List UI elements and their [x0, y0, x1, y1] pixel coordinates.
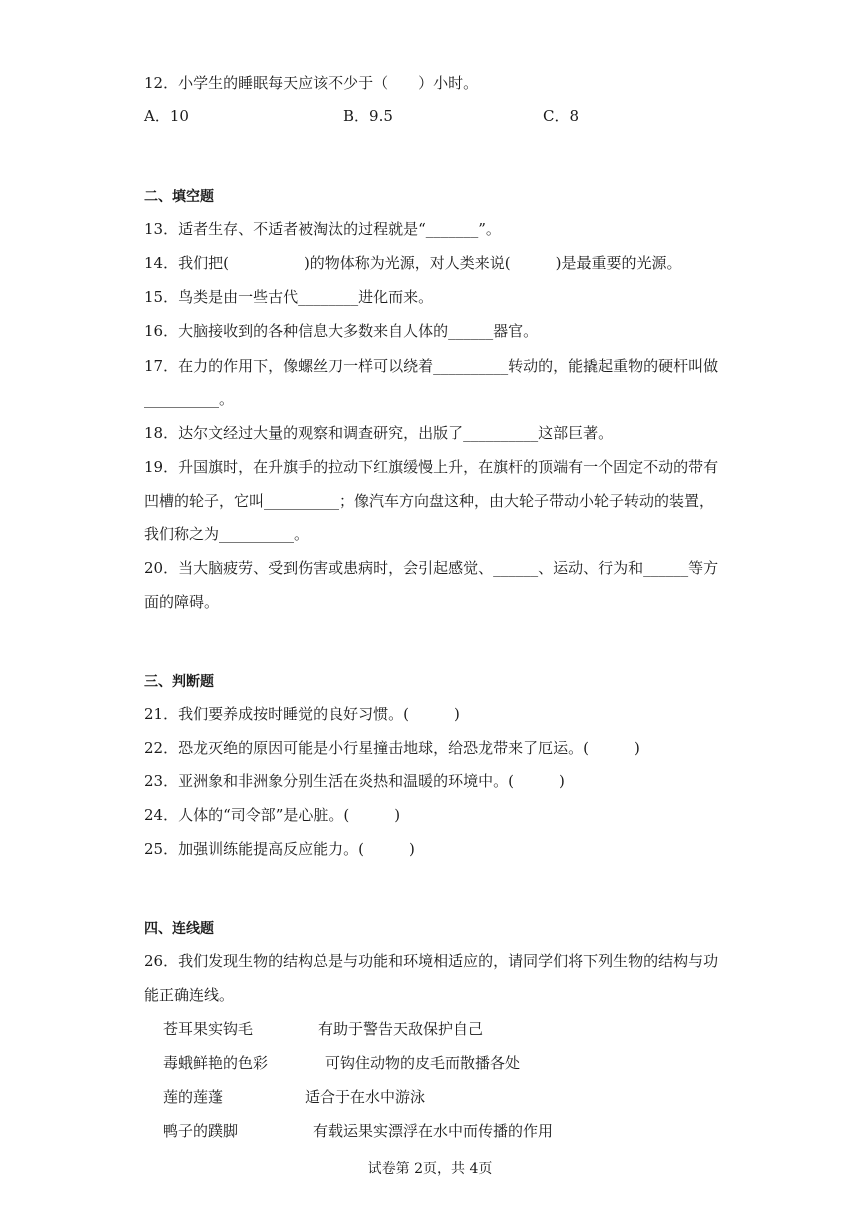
matching-left-item: 莲的莲蓬: [163, 1088, 224, 1106]
question-19-line1: 19．升国旗时，在升旗手的拉动下红旗缓慢上升，在旗杆的顶端有一个固定不动的带有: [144, 458, 719, 476]
section-fill-blank-heading: 二、填空题: [144, 189, 214, 205]
question-25: 25．加强训练能提高反应能力。( ): [144, 840, 415, 858]
question-20-line2: 面的障碍。: [144, 593, 220, 611]
matching-left-item: 苍耳果实钩毛: [163, 1020, 254, 1038]
question-23: 23．亚洲象和非洲象分别生活在炎热和温暖的环境中。( ): [144, 772, 565, 790]
matching-right-item: 适合于在水中游泳: [305, 1088, 426, 1106]
matching-right-item: 有载运果实漂浮在水中而传播的作用: [313, 1122, 554, 1140]
question-19-line2: 凹槽的轮子，它叫__________；像汽车方向盘这种，由大轮子带动小轮子转动的装置，: [144, 492, 715, 510]
question-12-option-a: A．10: [144, 107, 189, 125]
matching-right-item: 可钩住动物的皮毛而散播各处: [325, 1054, 521, 1072]
question-26-line2: 能正确连线。: [144, 986, 235, 1004]
question-22: 22．恐龙灭绝的原因可能是小行星撞击地球，给恐龙带来了厄运。( ): [144, 739, 640, 757]
question-13: 13．适者生存、不适者被淘汰的过程就是“_______”。: [144, 220, 501, 238]
question-16: 16．大脑接收到的各种信息大多数来自人体的______器官。: [144, 322, 539, 340]
section-matching-heading: 四、连线题: [144, 921, 214, 937]
question-21: 21．我们要养成按时睡觉的良好习惯。( ): [144, 705, 460, 723]
question-12-stem: 12．小学生的睡眠每天应该不少于（ ）小时。: [144, 74, 479, 92]
page-footer: 试卷第 2页，共 4页: [367, 1161, 493, 1177]
question-17-line1: 17．在力的作用下，像螺丝刀一样可以绕着__________转动的，能撬起重物的硬杆叫做: [144, 357, 719, 375]
matching-right-item: 有助于警告天敌保护自己: [318, 1020, 484, 1038]
question-20-line1: 20．当大脑疲劳、受到伤害或患病时，会引起感觉、______、运动、行为和______等方: [144, 559, 719, 577]
question-24: 24．人体的“司令部”是心脏。( ): [144, 806, 401, 824]
matching-left-item: 鸭子的蹼脚: [163, 1122, 239, 1140]
question-19-line3: 我们称之为__________。: [144, 525, 310, 543]
question-18: 18．达尔文经过大量的观察和调查研究，出版了__________这部巨著。: [144, 424, 614, 442]
question-17-line2: __________。: [144, 390, 235, 408]
question-15: 15．鸟类是由一些古代________进化而来。: [144, 288, 434, 306]
section-true-false-heading: 三、判断题: [144, 674, 214, 690]
question-26-line1: 26．我们发现生物的结构总是与功能和环境相适应的，请同学们将下列生物的结构与功: [144, 952, 719, 970]
question-14: 14．我们把( )的物体称为光源，对人类来说( )是最重要的光源。: [144, 254, 682, 272]
question-12-option-c: C．8: [543, 107, 580, 125]
question-12-option-b: B．9.5: [343, 107, 393, 125]
matching-left-item: 毒蛾鲜艳的色彩: [163, 1054, 269, 1072]
